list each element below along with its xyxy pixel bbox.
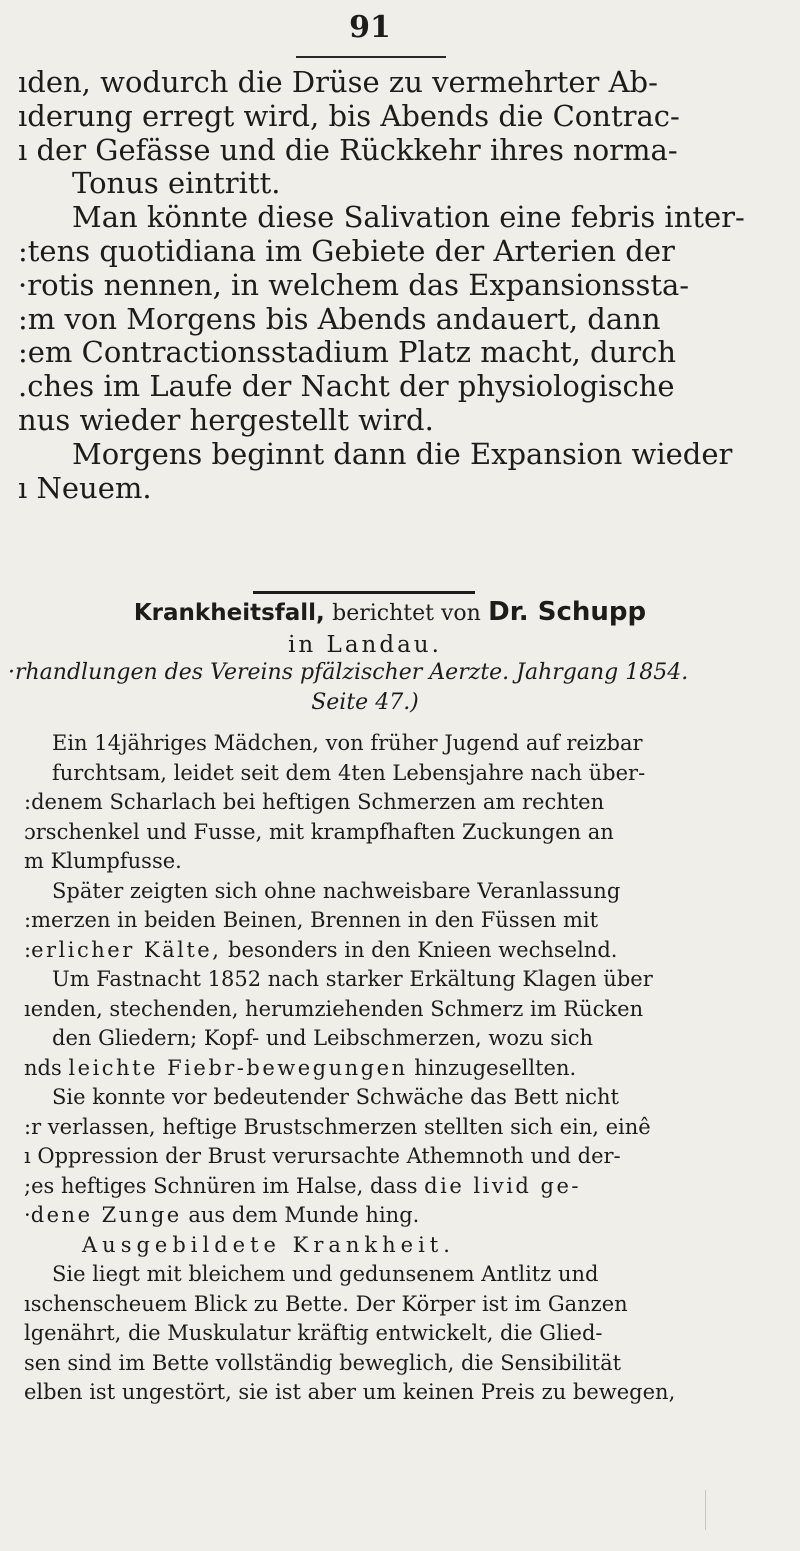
text-segment: aus dem Munde hing. — [181, 1203, 420, 1227]
text-line: Um Fastnacht 1852 nach starker Erkältung Klagen über — [52, 967, 653, 991]
text-line: Ein 14jähriges Mädchen, von früher Jugend auf reizbar — [52, 731, 643, 755]
text-segment: nds — [24, 1055, 69, 1080]
text-line: Tonus eintritt. — [72, 167, 281, 201]
text-segment: : — [24, 937, 32, 962]
text-line: ıderung erregt wird, bis Abends die Contrac- — [18, 99, 680, 133]
case-report-body — [24, 729, 792, 1408]
text-segment: · — [24, 1203, 31, 1227]
text-line: lgenährt, die Muskulatur kräftig entwickelt, die Glied- — [24, 1321, 603, 1345]
text-line: ıden, wodurch die Drüse zu vermehrter Ab- — [18, 66, 658, 99]
page-number: 91 — [349, 10, 391, 45]
text-line — [24, 936, 792, 966]
source-citation: ·rhandlungen des Vereins pfälzischer Aerzte. Jahrgang 1854. — [8, 660, 689, 685]
text-line: ı der Gefässe und die Rückkehr ihres norma- — [18, 133, 678, 167]
text-line: nus wieder hergestellt wird. — [18, 403, 434, 437]
text-line: furchtsam, leidet seit dem 4ten Lebensjahre nach über- — [52, 760, 646, 785]
text-line: :denem Scharlach bei heftigen Schmerzen am rechten — [24, 790, 605, 814]
text-line: ıenden, stechenden, herumziehenden Schmerz im Rücken — [24, 996, 644, 1021]
text-line — [24, 1201, 792, 1231]
text-line: :m von Morgens bis Abends andauert, dann — [18, 302, 661, 336]
text-line: den Gliedern; Kopf- und Leibschmerzen, wozu sich — [52, 1026, 594, 1050]
reported-by: berichtet von — [332, 601, 481, 626]
section-heading: Ausgebildete Krankheit. — [82, 1232, 455, 1257]
paragraph-salivation — [18, 66, 788, 505]
text-line: ·rotis nennen, in welchem das Expansionssta- — [18, 268, 690, 302]
text-line: ıschenscheuem Blick zu Bette. Der Körper ist im Ganzen — [24, 1291, 628, 1316]
doctor-name: Dr. Schupp — [488, 597, 647, 627]
case-title — [0, 596, 780, 630]
spaced-emphasis: erlicher Kälte, — [31, 937, 222, 962]
header-rule — [296, 56, 446, 58]
case-title-label: Krankheitsfall, — [133, 600, 325, 626]
text-segment: hinzugesellten. — [407, 1055, 577, 1080]
text-line: ı Oppression der Brust verursachte Athemnoth und der- — [24, 1144, 621, 1168]
text-line: ı Neuem. — [18, 471, 152, 505]
text-line: :em Contractionsstadium Platz macht, durch — [18, 336, 677, 370]
text-segment: ;es heftiges Schnüren im Halse, dass — [24, 1173, 425, 1198]
text-line — [24, 1054, 792, 1084]
spaced-emphasis: dene Zunge — [30, 1203, 182, 1227]
text-line: ɔrschenkel und Fusse, mit krampfhaften Zuckungen an — [24, 819, 614, 844]
text-line: Man könnte diese Salivation eine febris inter- — [72, 201, 745, 235]
text-line: Morgens beginnt dann die Expansion wieder — [72, 437, 733, 471]
spaced-emphasis: leichte Fiebr-bewegungen — [68, 1055, 408, 1080]
source-page: Seite 47.) — [311, 690, 419, 715]
text-line: :r verlassen, heftige Brustschmerzen stellten sich ein, einê — [24, 1114, 651, 1139]
text-line: :merzen in beiden Beinen, Brennen in den Füssen mit — [24, 908, 599, 932]
margin-mark — [705, 1490, 706, 1530]
text-line: elben ist ungestört, sie ist aber um keinen Preis zu bewegen, — [24, 1380, 676, 1404]
case-place: in Landau. — [288, 632, 442, 658]
text-line: sen sind im Bette vollständig beweglich, die Sensibilität — [24, 1350, 622, 1375]
text-line: m Klumpfusse. — [24, 849, 182, 873]
text-line: Sie liegt mit bleichem und gedunsenem Antlitz und — [52, 1262, 599, 1286]
text-segment: besonders in den Knieen wechselnd. — [221, 937, 618, 962]
text-line — [24, 1172, 792, 1202]
section-divider — [253, 591, 475, 594]
text-line: Später zeigten sich ohne nachweisbare Veranlassung — [52, 878, 621, 903]
text-line: :tens quotidiana im Gebiete der Arterien der — [18, 234, 675, 268]
text-line: .ches im Laufe der Nacht der physiologische — [18, 370, 675, 404]
spaced-emphasis: die livid ge- — [424, 1173, 582, 1198]
text-line: Sie konnte vor bedeutender Schwäche das Bett nicht — [52, 1085, 619, 1109]
